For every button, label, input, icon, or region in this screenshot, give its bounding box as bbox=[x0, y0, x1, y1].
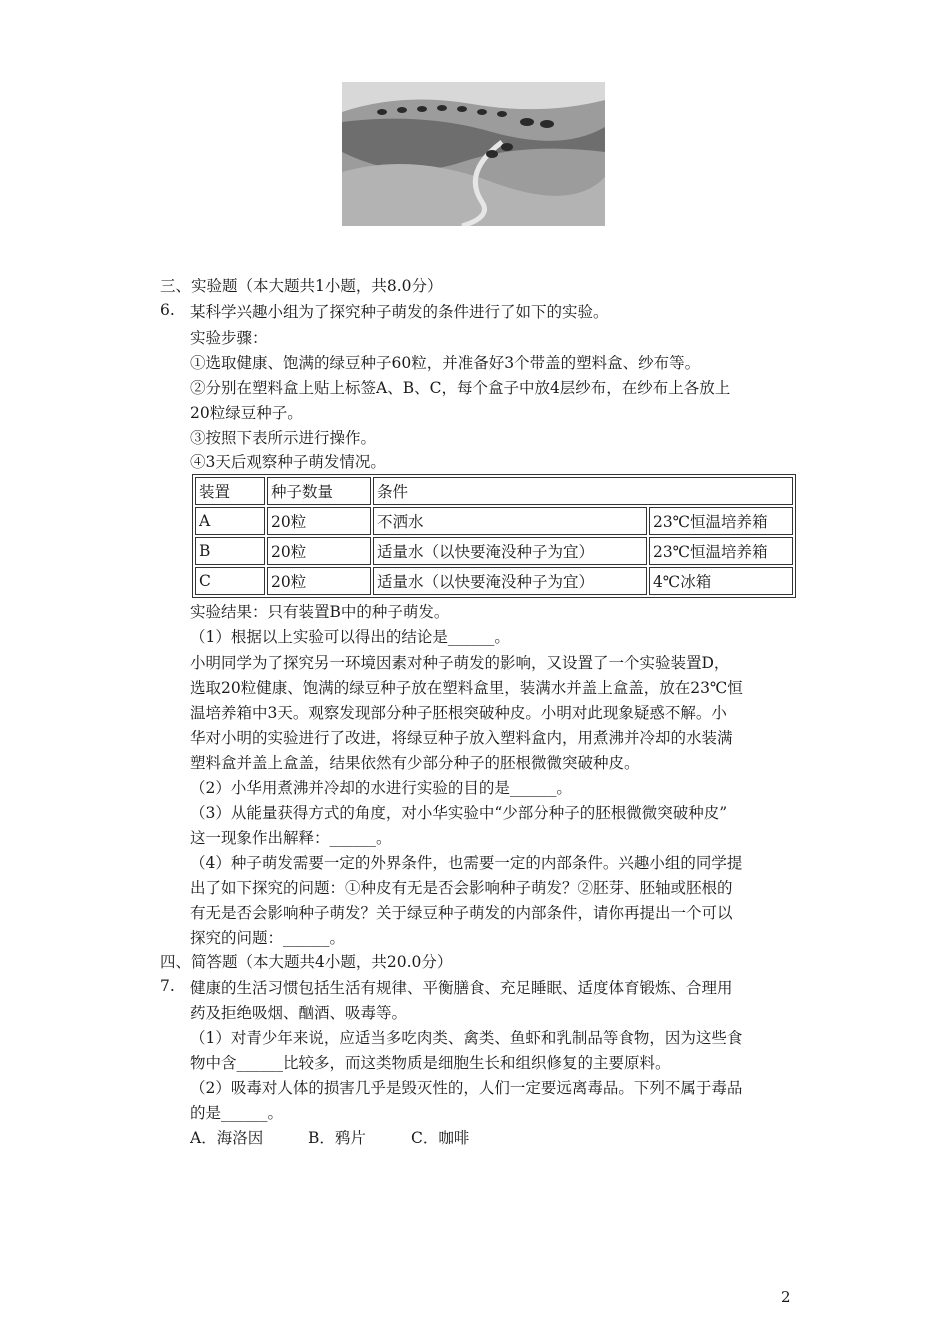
question-6-part-4-line-2: 出了如下探究的问题：①种皮有无是否会影响种子萌发？②胚芽、胚轴或胚根的 bbox=[190, 879, 733, 897]
question-6-number: 6. bbox=[160, 301, 175, 319]
question-7-part-1-line-2: 物中含______比较多，而这类物质是细胞生长和组织修复的主要原料。 bbox=[190, 1054, 671, 1072]
table-cell: 23℃恒温培养箱 bbox=[649, 537, 793, 565]
option-c: C．咖啡 bbox=[411, 1129, 470, 1147]
option-a: A．海洛因 bbox=[190, 1129, 264, 1147]
table-header-cell: 条件 bbox=[373, 477, 793, 505]
paragraph-line: 小明同学为了探究另一环境因素对种子萌发的影响，又设置了一个实验装置D， bbox=[190, 654, 730, 672]
step-4: ④3天后观察种子萌发情况。 bbox=[190, 453, 386, 471]
table-cell: 20粒 bbox=[267, 537, 371, 565]
question-6-part-3-line-2: 这一现象作出解释：______。 bbox=[190, 829, 392, 847]
question-7-number: 7. bbox=[160, 977, 175, 995]
table-cell: 不洒水 bbox=[373, 507, 647, 535]
table-cell: A bbox=[195, 507, 265, 535]
experiment-result: 实验结果：只有装置B中的种子萌发。 bbox=[190, 603, 450, 621]
page-number: 2 bbox=[781, 1288, 791, 1306]
question-6-stem: 某科学兴趣小组为了探究种子萌发的条件进行了如下的实验。 bbox=[190, 303, 609, 321]
table-header-cell: 装置 bbox=[195, 477, 265, 505]
step-1: ①选取健康、饱满的绿豆种子60粒，并准备好3个带盖的塑料盒、纱布等。 bbox=[190, 354, 701, 372]
step-2-line-1: ②分别在塑料盒上贴上标签A、B、C，每个盒子中放4层纱布，在纱布上各放上 bbox=[190, 379, 731, 397]
question-7-stem-line-2: 药及拒绝吸烟、酗酒、吸毒等。 bbox=[190, 1004, 408, 1022]
question-6-part-4-line-1: （4）种子萌发需要一定的外界条件，也需要一定的内部条件。兴趣小组的同学提 bbox=[190, 854, 743, 872]
table-header-row bbox=[195, 477, 793, 505]
question-7-part-2-line-1: （2）吸毒对人体的损害几乎是毁灭性的，人们一定要远离毒品。下列不属于毒品 bbox=[190, 1079, 743, 1097]
paragraph-line: 塑料盒并盖上盒盖，结果依然有少部分种子的胚根微微突破种皮。 bbox=[190, 754, 640, 772]
question-7-part-2-line-2: 的是______。 bbox=[190, 1104, 284, 1122]
table-cell: 4℃冰箱 bbox=[649, 567, 793, 595]
table-cell: B bbox=[195, 537, 265, 565]
step-3: ③按照下表所示进行操作。 bbox=[190, 429, 377, 447]
table-row bbox=[195, 567, 793, 595]
paragraph-line: 选取20粒健康、饱满的绿豆种子放在塑料盒里，装满水并盖上盒盖，放在23℃恒 bbox=[190, 679, 743, 697]
question-6-part-4-line-3: 有无是否会影响种子萌发？关于绿豆种子萌发的内部条件，请你再提出一个可以 bbox=[190, 904, 733, 922]
paragraph-line: 温培养箱中3天。观察发现部分种子胚根突破种皮。小明对此现象疑惑不解。小 bbox=[190, 704, 727, 722]
table-cell: 23℃恒温培养箱 bbox=[649, 507, 793, 535]
question-7-stem-line-1: 健康的生活习惯包括生活有规律、平衡膳食、充足睡眠、适度体育锻炼、合理用 bbox=[190, 979, 733, 997]
table-header-cell: 种子数量 bbox=[267, 477, 371, 505]
table-row bbox=[195, 537, 793, 565]
experiment-table bbox=[192, 474, 796, 598]
table-row bbox=[195, 507, 793, 535]
option-b: B．鸦片 bbox=[308, 1129, 366, 1147]
table-cell: 适量水（以快要淹没种子为宜） bbox=[373, 567, 647, 595]
step-2-line-2: 20粒绿豆种子。 bbox=[190, 404, 303, 422]
question-7-part-1-line-1: （1）对青少年来说，应适当多吃肉类、禽类、鱼虾和乳制品等食物，因为这些食 bbox=[190, 1029, 743, 1047]
question-6-part-3-line-1: （3）从能量获得方式的角度，对小华实验中“少部分种子的胚根微微突破种皮” bbox=[190, 804, 728, 822]
question-6-part-2: （2）小华用煮沸并冷却的水进行实验的目的是______。 bbox=[190, 779, 572, 797]
question-6-part-4-line-4: 探究的问题：______。 bbox=[190, 929, 346, 947]
steps-label: 实验步骤： bbox=[190, 329, 268, 347]
table-cell: C bbox=[195, 567, 265, 595]
section-3-title: 三、实验题（本大题共1小题，共8.0分） bbox=[160, 277, 443, 295]
section-4-title: 四、简答题（本大题共4小题，共20.0分） bbox=[160, 953, 453, 971]
table-cell: 20粒 bbox=[267, 507, 371, 535]
paragraph-line: 华对小明的实验进行了改进，将绿豆种子放入塑料盒内，用煮沸并冷却的水装满 bbox=[190, 729, 733, 747]
table-cell: 适量水（以快要淹没种子为宜） bbox=[373, 537, 647, 565]
question-6-part-1: （1）根据以上实验可以得出的结论是______。 bbox=[190, 628, 510, 646]
desert-camel-photo bbox=[342, 82, 605, 226]
table-cell: 20粒 bbox=[267, 567, 371, 595]
